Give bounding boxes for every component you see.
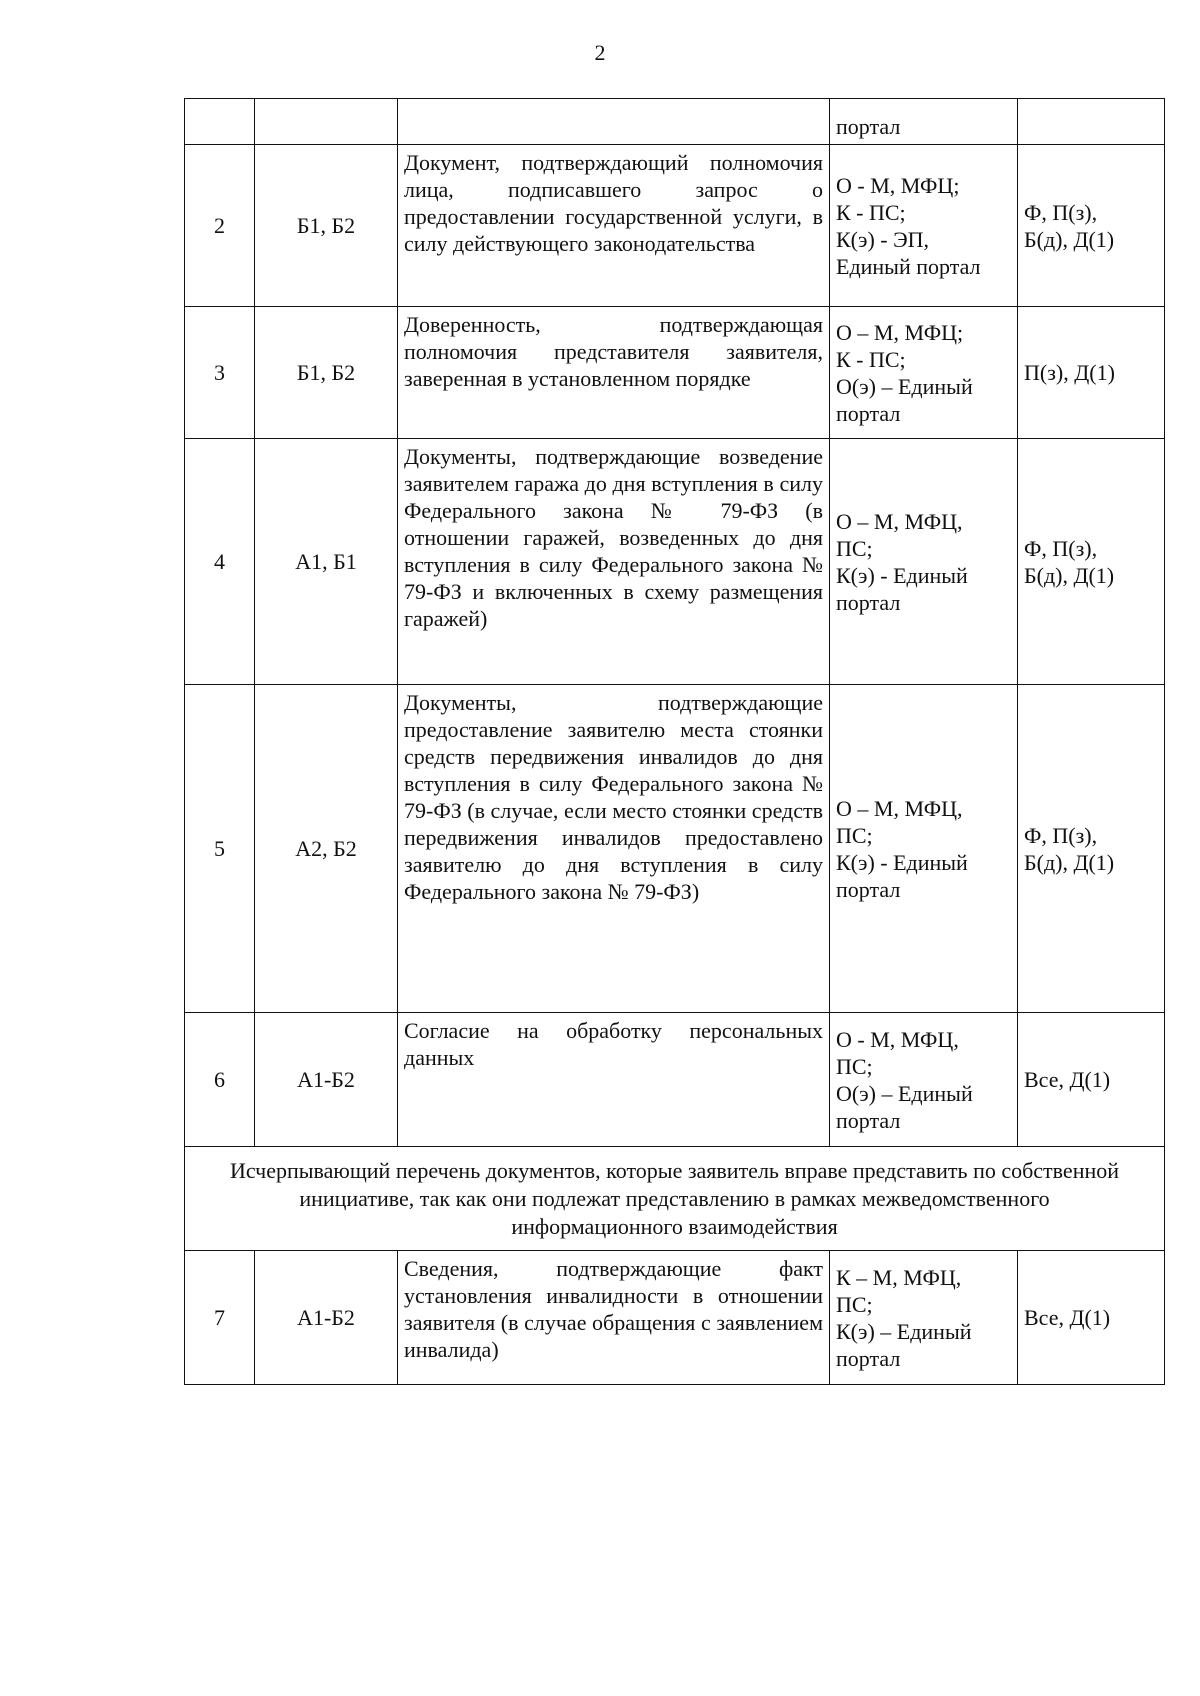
method-line: портал	[836, 876, 901, 902]
cell-num: 2	[185, 145, 255, 307]
table-row	[185, 685, 1165, 1013]
form-line: Б(д), Д(1)	[1024, 849, 1115, 875]
cell-method	[830, 439, 1018, 685]
cell-num: 7	[185, 1251, 255, 1385]
method-line: ПС;	[836, 535, 873, 561]
method-line: Единый портал	[836, 253, 981, 279]
form-line: Ф, П(з),	[1024, 822, 1098, 848]
cell-num: 6	[185, 1013, 255, 1147]
cell-category	[255, 99, 398, 145]
form-line: П(з), Д(1)	[1024, 360, 1115, 385]
cell-method	[830, 685, 1018, 1013]
cell-description	[398, 99, 830, 145]
cell-method	[830, 145, 1018, 307]
method-line: К - ПС;	[836, 346, 906, 372]
cell-form	[1018, 1251, 1165, 1385]
cell-method	[830, 307, 1018, 439]
form-line: Все, Д(1)	[1024, 1067, 1111, 1092]
cell-category: А2, Б2	[255, 685, 398, 1013]
cell-description: Доверенность, подтверждающая полномочия представителя заявителя, заверенная в установленном порядке	[398, 307, 830, 439]
table-section-row	[185, 1147, 1165, 1251]
cell-form	[1018, 145, 1165, 307]
method-line: О – М, МФЦ,	[836, 795, 963, 821]
cell-num	[185, 99, 255, 145]
method-line: К – М, МФЦ,	[836, 1264, 962, 1290]
form-line: Б(д), Д(1)	[1024, 562, 1115, 588]
cell-category: А1-Б2	[255, 1251, 398, 1385]
method-line: О - М, МФЦ;	[836, 172, 960, 198]
method-line: К(э) - ЭП,	[836, 226, 930, 252]
cell-category: Б1, Б2	[255, 145, 398, 307]
method-line: ПС;	[836, 1291, 873, 1317]
cell-category: Б1, Б2	[255, 307, 398, 439]
cell-num: 4	[185, 439, 255, 685]
cell-form	[1018, 307, 1165, 439]
documents-table	[184, 98, 1165, 1385]
table-row-continuation	[185, 99, 1165, 145]
cell-description: Согласие на обработку персональных данных	[398, 1013, 830, 1147]
method-line: портал	[836, 1345, 901, 1371]
cell-num: 5	[185, 685, 255, 1013]
method-line: О(э) – Единый	[836, 373, 973, 399]
method-line: О - М, МФЦ,	[836, 1026, 959, 1052]
table-row	[185, 145, 1165, 307]
cell-form	[1018, 1013, 1165, 1147]
cell-description: Сведения, подтверждающие факт установления инвалидности в отношении заявителя (в случае обращения с заявлением инвалида)	[398, 1251, 830, 1385]
cell-num: 3	[185, 307, 255, 439]
table-row	[185, 1013, 1165, 1147]
method-line: О(э) – Единый	[836, 1080, 973, 1106]
table-row	[185, 1251, 1165, 1385]
method-line: О – М, МФЦ;	[836, 319, 964, 345]
method-line: портал	[836, 400, 901, 426]
method-line: К(э) - Единый	[836, 849, 968, 875]
method-line: портал	[836, 589, 901, 615]
cell-method	[830, 1251, 1018, 1385]
cell-form	[1018, 99, 1165, 145]
form-line: Все, Д(1)	[1024, 1305, 1111, 1330]
cell-method	[830, 1013, 1018, 1147]
form-line: Ф, П(з),	[1024, 535, 1098, 561]
cell-description: Документы, подтверждающие предоставление заявителю места стоянки средств передвижения инвалидов до дня вступления в силу Федерального закона № 79-ФЗ (в случае, если место стоянки средств передвижения инвалидов предоставлено заявителю до дня вступления в силу Федерального закона № 79-ФЗ)	[398, 685, 830, 1013]
table-row	[185, 307, 1165, 439]
cell-form	[1018, 439, 1165, 685]
cell-method	[830, 99, 1018, 145]
method-line: ПС;	[836, 822, 873, 848]
cell-category: А1-Б2	[255, 1013, 398, 1147]
form-line: Б(д), Д(1)	[1024, 226, 1115, 252]
cell-description: Документ, подтверждающий полномочия лица, подписавшего запрос о предоставлении государственной услуги, в силу действующего законодательства	[398, 145, 830, 307]
cell-description: Документы, подтверждающие возведение заявителем гаража до дня вступления в силу Федерального закона № 79-ФЗ (в отношении гаражей, возведенных до дня вступления в силу Федерального закона № 79-ФЗ и включенных в схему размещения гаражей)	[398, 439, 830, 685]
method-line: портал	[836, 1107, 901, 1133]
section-heading: Исчерпывающий перечень документов, которые заявитель вправе представить по собственной инициативе, так как они подлежат представлению в рамках межведомственного информационного взаимодействия	[185, 1147, 1165, 1251]
method-line: ПС;	[836, 1053, 873, 1079]
method-line: О – М, МФЦ,	[836, 508, 963, 534]
page-number: 2	[594, 40, 606, 65]
method-line: К(э) – Единый	[836, 1318, 972, 1344]
form-line: Ф, П(з),	[1024, 199, 1098, 225]
method-line: К - ПС;	[836, 199, 906, 225]
method-line: портал	[836, 114, 901, 139]
table-row	[185, 439, 1165, 685]
cell-category: А1, Б1	[255, 439, 398, 685]
cell-form	[1018, 685, 1165, 1013]
method-line: К(э) - Единый	[836, 562, 968, 588]
